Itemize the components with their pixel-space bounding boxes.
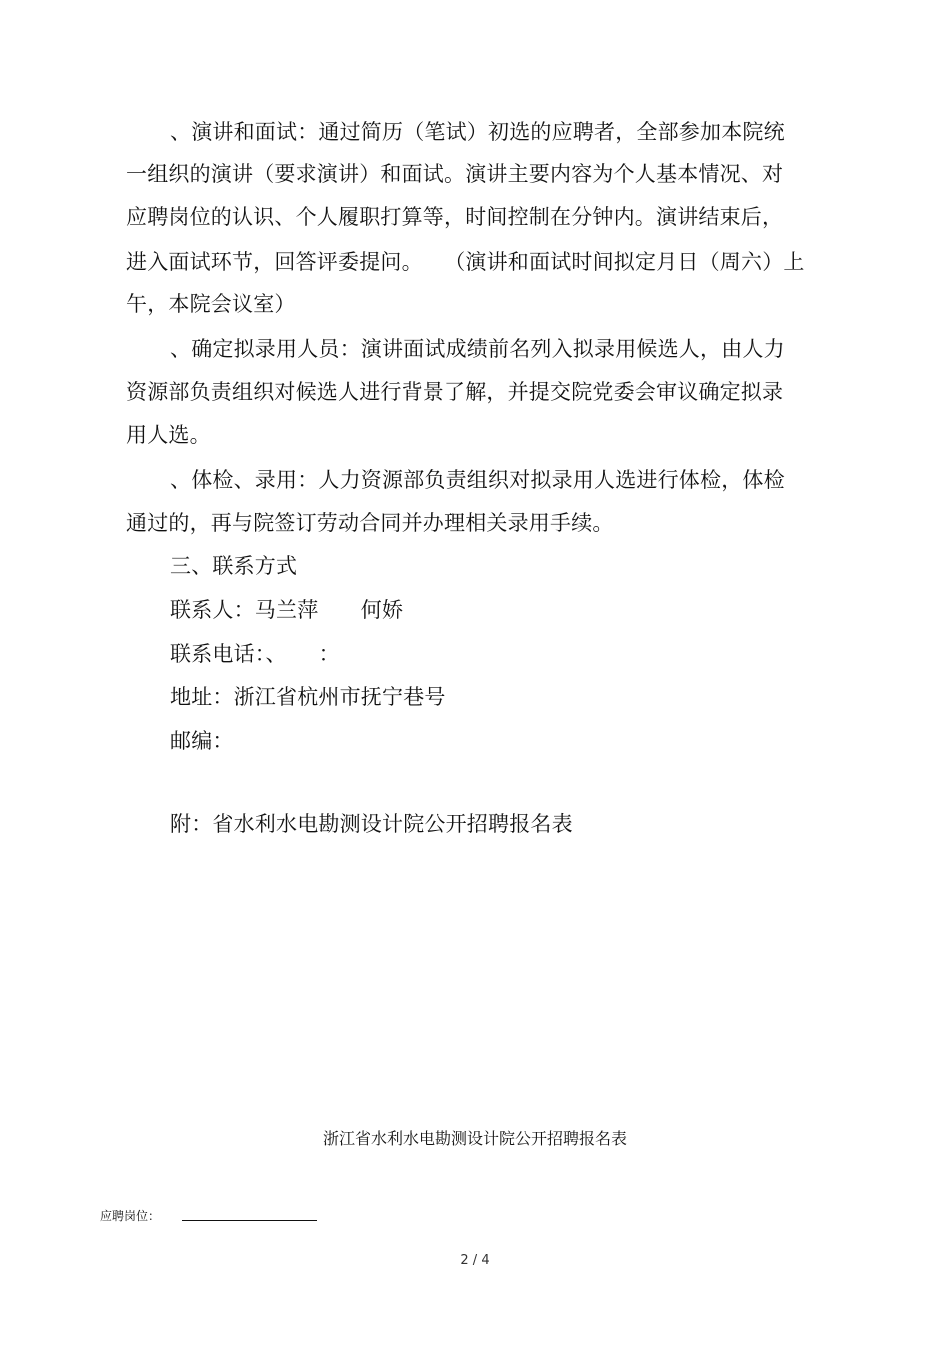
paragraph-speech-interview-line: 应聘岗位的认识、个人履职打算等，时间控制在分钟内。演讲结束后， [126,205,784,229]
contact-postcode: 邮编： [170,729,234,753]
paragraph-speech-interview-line: 午，本院会议室） [126,292,296,316]
position-label: 应聘岗位： [100,1209,161,1223]
paragraph-speech-interview-line: 、演讲和面试：通过简历（笔试）初选的应聘者，全部参加本院统 [170,120,785,144]
paragraph-speech-interview-line: 进入面试环节，回答评委提问。 （演讲和面试时间拟定月日（周六）上 [126,250,805,274]
position-field-underline[interactable] [182,1220,317,1221]
paragraph-determine-candidates-line: 资源部负责组织对候选人进行背景了解，并提交院党委会审议确定拟录 [126,380,784,404]
paragraph-medical-hiring-line: 通过的，再与院签订劳动合同并办理相关录用手续。 [126,511,614,535]
page-number: 2 / 4 [460,1253,490,1268]
paragraph-determine-candidates-line: 用人选。 [126,423,211,447]
paragraph-determine-candidates-line: 、确定拟录用人员：演讲面试成绩前名列入拟录用候选人，由人力 [170,337,785,361]
form-title: 浙江省水利水电勘测设计院公开招聘报名表 [322,1129,627,1148]
contact-address: 地址：浙江省杭州市抚宁巷号 [170,685,446,709]
paragraph-medical-hiring-line: 、体检、录用：人力资源部负责组织对拟录用人选进行体检，体检 [170,468,785,492]
contact-person: 联系人：马兰萍 何娇 [170,598,404,622]
paragraph-speech-interview-line: 一组织的演讲（要求演讲）和面试。演讲主要内容为个人基本情况、对 [126,162,784,186]
contact-phone: 联系电话：、 ： [170,642,340,666]
attachment-note: 附：省水利水电勘测设计院公开招聘报名表 [170,812,573,836]
section-title-contact: 三、联系方式 [170,554,298,578]
